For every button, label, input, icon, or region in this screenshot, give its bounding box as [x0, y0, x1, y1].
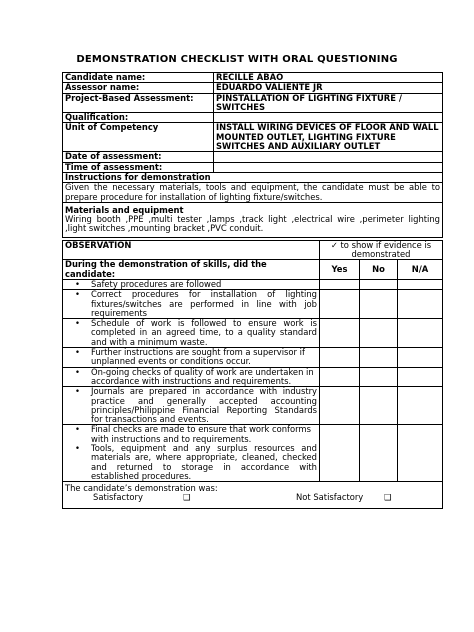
info-row	[63, 123, 443, 152]
info-row	[63, 162, 443, 172]
no-checkbox[interactable]	[360, 290, 398, 319]
yes-checkbox[interactable]	[320, 348, 360, 368]
satisfactory-checkbox-icon[interactable]: ❑	[183, 492, 191, 503]
no-checkbox[interactable]	[360, 387, 398, 425]
candidate-info-table	[62, 72, 443, 238]
info-row	[63, 113, 443, 123]
yes-checkbox[interactable]	[320, 279, 360, 289]
info-row	[63, 83, 443, 93]
criteria-item: • Safety procedures are followed	[75, 279, 222, 289]
yes-checkbox[interactable]	[320, 367, 360, 387]
observation-table	[62, 240, 443, 510]
criteria-item: • Tools, equipment and any surplus resources and materials are, where appropriate, cleaned, checked and returned to storage in accordance with established procedures.	[75, 442, 317, 481]
bullet-icon: •	[75, 289, 80, 300]
info-value	[214, 152, 443, 162]
criteria-cell	[63, 367, 320, 387]
bullet-icon: •	[75, 442, 80, 453]
na-checkbox[interactable]	[398, 425, 443, 482]
na-checkbox[interactable]	[398, 348, 443, 368]
yes-checkbox[interactable]	[320, 290, 360, 319]
result-options	[65, 493, 440, 505]
criteria-row	[63, 425, 443, 482]
materials-heading: Materials and equipment	[65, 204, 184, 215]
criteria-cell	[63, 290, 320, 319]
criteria-cell	[63, 348, 320, 368]
criteria-item: • On-going checks of quality of work are undertaken in accordance with instructions and requirements.	[75, 367, 314, 386]
criteria-item: • Schedule of work is followed to ensure work is completed in an agreed time, to a quality standard and with a minimum waste.	[75, 318, 317, 347]
info-row	[63, 73, 443, 83]
bullet-icon: •	[75, 367, 80, 377]
info-label: Qualification:	[63, 113, 214, 123]
no-checkbox[interactable]	[360, 367, 398, 387]
na-checkbox[interactable]	[398, 279, 443, 289]
info-label: Unit of Competency	[63, 123, 214, 152]
demonstration-result	[63, 482, 443, 509]
not-satisfactory-checkbox-icon[interactable]: ❑	[384, 492, 392, 503]
na-checkbox[interactable]	[398, 367, 443, 387]
page-title: DEMONSTRATION CHECKLIST WITH ORAL QUESTIONING	[76, 54, 398, 65]
bullet-icon: •	[75, 279, 80, 289]
info-value: EDUARDO VALIENTE JR	[214, 83, 443, 93]
criteria-row	[63, 387, 443, 425]
checklist-sheet	[62, 72, 442, 509]
during-label: During the demonstration of skills, did the candidate:	[63, 260, 320, 280]
info-value: INSTALL WIRING DEVICES OF FLOOR AND WALL MOUNTED OUTLET, LIGHTING FIXTURE SWITCHES AND AUXILIARY OUTLET	[214, 123, 443, 152]
info-label: Time of assessment:	[63, 162, 214, 172]
observation-label: OBSERVATION	[63, 240, 320, 260]
criteria-row	[63, 279, 443, 289]
criteria-row	[63, 290, 443, 319]
materials-cell	[63, 202, 443, 237]
criteria-cell	[63, 387, 320, 425]
yes-checkbox[interactable]	[320, 387, 360, 425]
yes-checkbox[interactable]	[320, 319, 360, 348]
materials-text: Wiring booth ,PPE ,multi tester ,lamps ,track light ,electrical wire ,perimeter lighting ,light switches ,mounting bracket ,PVC conduit.	[65, 214, 440, 234]
criteria-cell	[63, 425, 320, 482]
info-label: Assessor name:	[63, 83, 214, 93]
criteria-item: • Correct procedures for installation of lighting fixtures/switches are performed in line with job requirements	[75, 289, 317, 318]
criteria-row	[63, 367, 443, 387]
info-label: Candidate name:	[63, 73, 214, 83]
column-header-na: N/A	[398, 260, 443, 280]
info-label: Date of assessment:	[63, 152, 214, 162]
bullet-icon: •	[75, 318, 80, 329]
info-value	[214, 162, 443, 172]
no-checkbox[interactable]	[360, 348, 398, 368]
criteria-cell	[63, 319, 320, 348]
no-checkbox[interactable]	[360, 319, 398, 348]
instructions-text: Given the necessary materials, tools and equipment, the candidate must be able to prepare procedure for installation of lighting fixture/switches.	[63, 183, 443, 203]
bullet-icon: •	[75, 386, 80, 397]
na-checkbox[interactable]	[398, 290, 443, 319]
instructions-heading: Instructions for demonstration	[63, 172, 443, 182]
na-checkbox[interactable]	[398, 319, 443, 348]
column-header-yes: Yes	[320, 260, 360, 280]
criteria-item: • Final checks are made to ensure that work conforms with instructions and to requirements.	[75, 424, 311, 444]
yes-checkbox[interactable]	[320, 425, 360, 482]
bullet-icon: •	[75, 424, 80, 435]
criteria-cell	[63, 279, 320, 289]
info-row	[63, 152, 443, 162]
column-header-no: No	[360, 260, 398, 280]
info-value	[214, 113, 443, 123]
info-row	[63, 93, 443, 113]
criteria-row	[63, 348, 443, 368]
criteria-row	[63, 319, 443, 348]
demonstration-label: The candidate’s demonstration was:	[65, 483, 218, 494]
info-value: PINSTALLATION OF LIGHTING FIXTURE / SWITCHES	[214, 93, 443, 113]
not-satisfactory-label: Not Satisfactory	[296, 492, 364, 503]
satisfactory-label: Satisfactory	[93, 492, 143, 503]
bullet-icon: •	[75, 347, 80, 358]
criteria-item: • Further instructions are sought from a supervisor if unplanned events or conditions occur.	[75, 347, 305, 367]
na-checkbox[interactable]	[398, 387, 443, 425]
info-label: Project-Based Assessment:	[63, 93, 214, 113]
evidence-label: ✓ to show if evidence is demonstrated	[320, 240, 443, 260]
no-checkbox[interactable]	[360, 425, 398, 482]
info-value: RECILLE ABAO	[214, 73, 443, 83]
no-checkbox[interactable]	[360, 279, 398, 289]
criteria-item: • Journals are prepared in accordance with industry practice and generally accepted accounting principles/Philippine Financial Reporting Standards for transactions and events.	[75, 386, 317, 425]
